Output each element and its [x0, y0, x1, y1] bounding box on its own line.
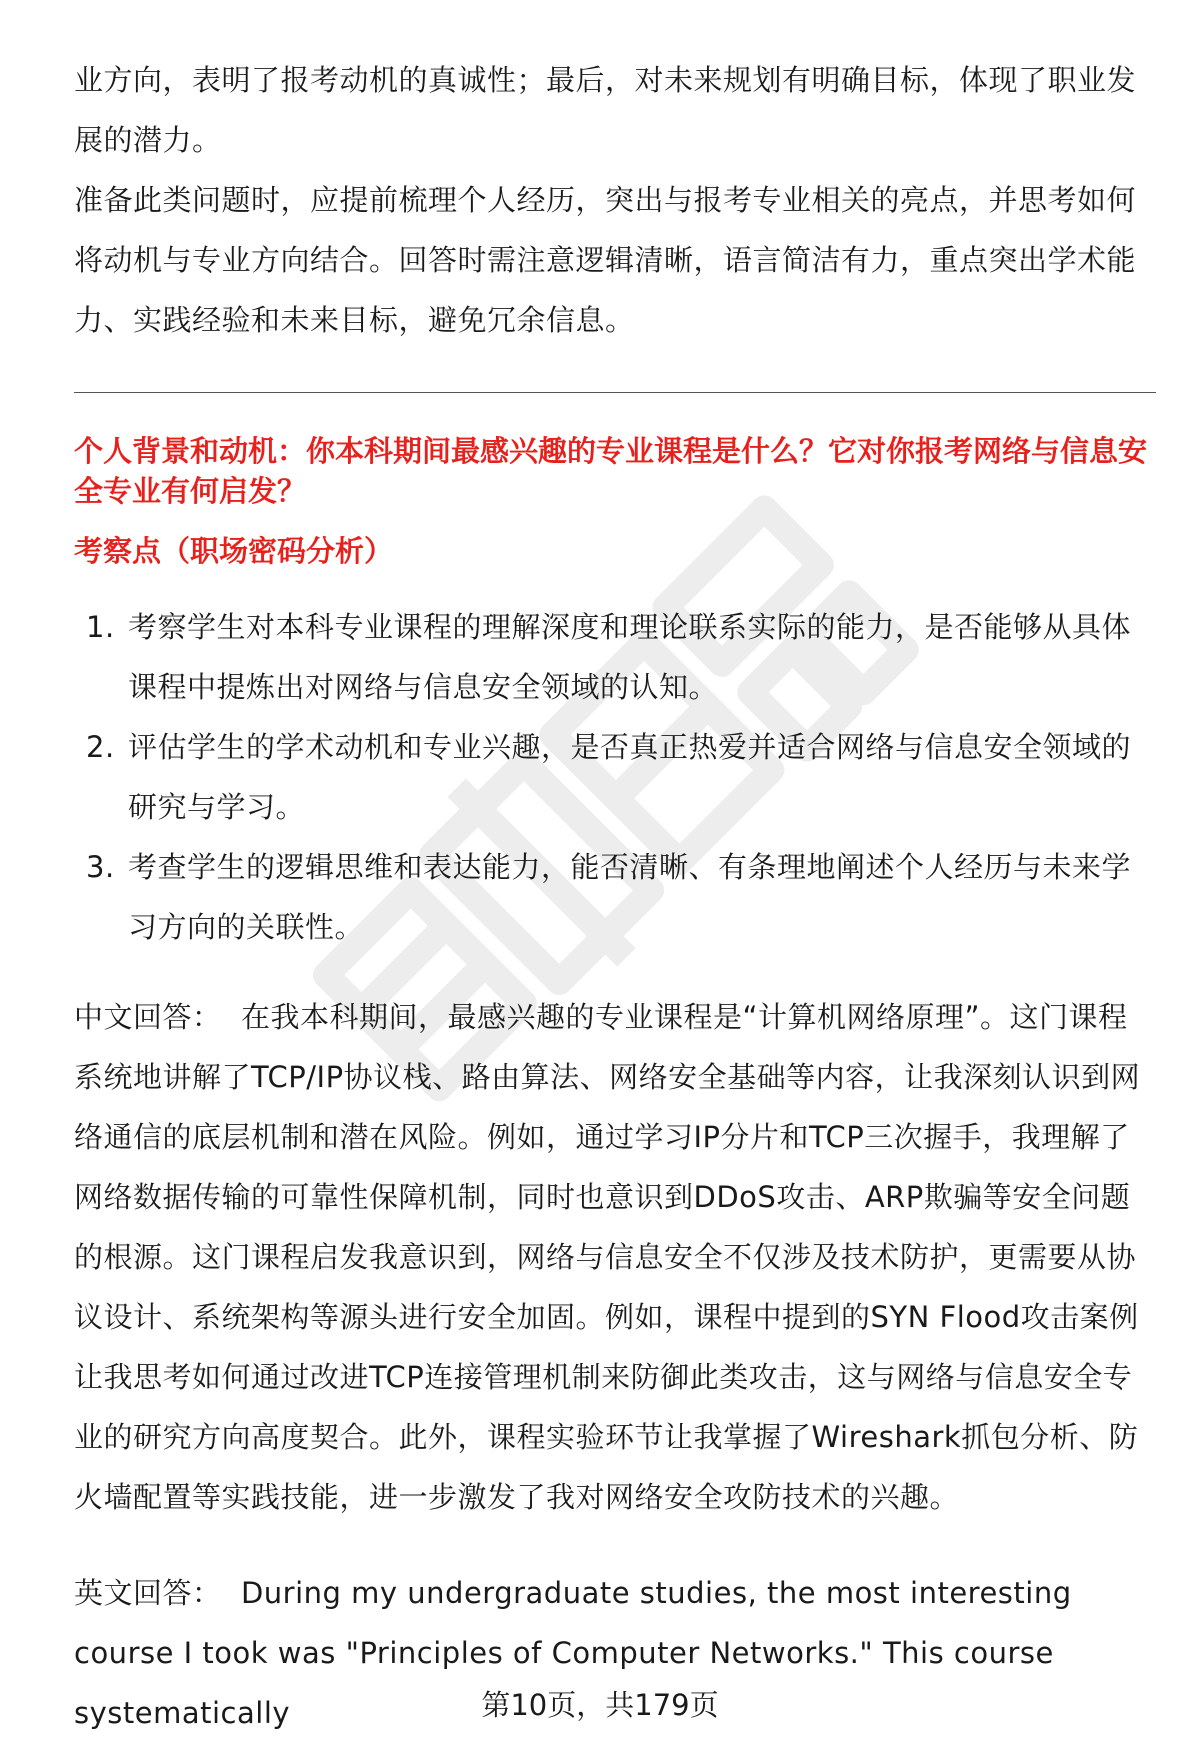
- assessment-points-list: [74, 597, 1156, 957]
- assessment-point: [74, 717, 1156, 837]
- answer-chinese-text: 在我本科期间，最感兴趣的专业课程是“计算机网络原理”。这门课程系统地讲解了TCP/IP协议栈、路由算法、网络安全基础等内容，让我深刻认识到网络通信的底层机制和潜在风险。例如，通过学习IP分片和TCP三次握手，我理解了网络数据传输的可靠性保障机制，同时也意识到DDoS攻击、ARP欺骗等安全问题的根源。这门课程启发我意识到，网络与信息安全不仅涉及技术防护，更需要从协议设计、系统架构等源头进行安全加固。例如，课程中提到的SYN Flood攻击案例让我思考如何通过改进TCP连接管理机制来防御此类攻击，这与网络与信息安全专业的研究方向高度契合。此外，课程实验环节让我掌握了Wireshark抓包分析、防火墙配置等实践技能，进一步激发了我对网络安全攻防技术的兴趣。: [74, 1000, 1141, 1514]
- document-page: [74, 50, 1156, 1743]
- page-footer: 第10页，共179页: [481, 1688, 719, 1722]
- answer-english-label: 英文回答：: [74, 1576, 222, 1610]
- intro-paragraph-1: 业方向，表明了报考动机的真诚性；最后，对未来规划有明确目标，体现了职业发展的潜力。: [74, 63, 1137, 157]
- answer-chinese: [74, 987, 1156, 1527]
- assessment-heading: 考察点（职场密码分析）: [74, 534, 394, 568]
- point-number: 2.: [86, 730, 115, 764]
- answer-english-text: During my undergraduate studies, the most interesting course I took was "Principles of Computer Networks." This course systematically: [74, 1576, 1072, 1730]
- answer-chinese-label: 中文回答：: [74, 1000, 222, 1034]
- point-text: 考察学生对本科专业课程的理解深度和理论联系实际的能力，是否能够从具体课程中提炼出对网络与信息安全领域的认知。: [128, 610, 1132, 704]
- point-text: 评估学生的学术动机和专业兴趣，是否真正热爱并适合网络与信息安全领域的研究与学习。: [128, 730, 1132, 824]
- section-divider: [74, 392, 1156, 393]
- assessment-point: [74, 597, 1156, 717]
- assessment-point: [74, 837, 1156, 957]
- intro-paragraph-2: 准备此类问题时，应提前梳理个人经历，突出与报考专业相关的亮点，并思考如何将动机与专业方向结合。回答时需注意逻辑清晰，语言简洁有力，重点突出学术能力、实践经验和未来目标，避免冗余信息。: [74, 183, 1137, 337]
- point-number: 3.: [86, 850, 115, 884]
- question-heading: 个人背景和动机：你本科期间最感兴趣的专业课程是什么？它对你报考网络与信息安全专业有何启发？: [74, 434, 1148, 508]
- point-text: 考查学生的逻辑思维和表达能力，能否清晰、有条理地阐述个人经历与未来学习方向的关联性。: [128, 850, 1132, 944]
- point-number: 1.: [86, 610, 115, 644]
